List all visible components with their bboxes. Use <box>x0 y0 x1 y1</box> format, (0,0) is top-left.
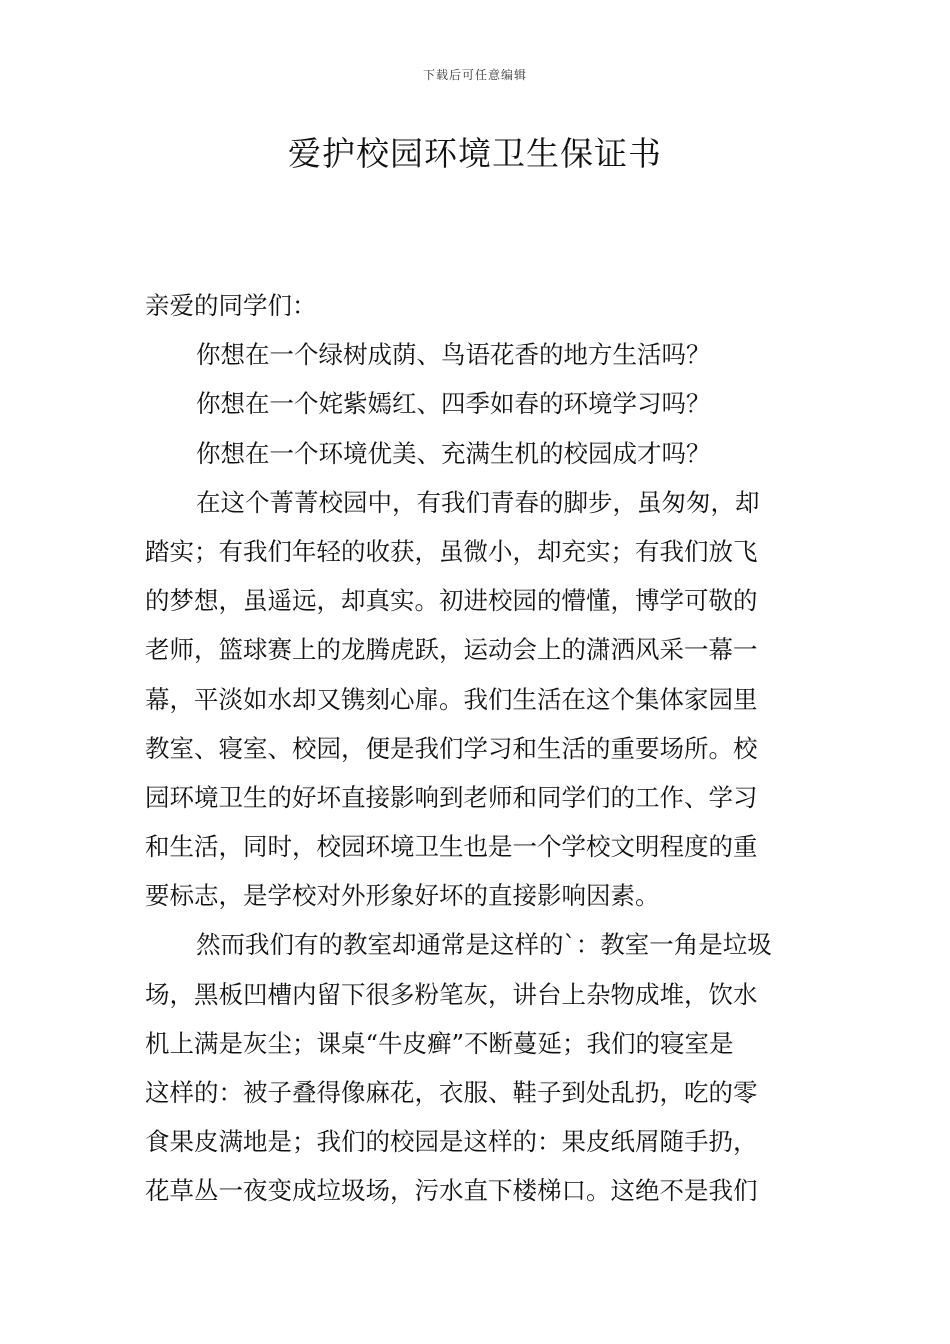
paragraph-line: 要标志，是学校对外形象好坏的直接影响因素。 <box>145 881 660 911</box>
paragraph-line: 幕，平淡如水却又镌刻心扉。我们生活在这个集体家园里 <box>145 684 758 714</box>
paragraph-line: 然而我们有的教室却通常是这样的`：教室一角是垃圾 <box>196 930 772 960</box>
salutation: 亲爱的同学们： <box>145 291 317 320</box>
question-line: 你想在一个环境优美、充满生机的校园成才吗？ <box>196 438 711 468</box>
paragraph-line: 的梦想，虽遥远，却真实。初进校园的懵懂，博学可敬的 <box>145 586 758 616</box>
paragraph-line: 食果皮满地是；我们的校园是这样的：果皮纸屑随手扔， <box>145 1127 758 1157</box>
paragraph-line: 踏实；有我们年轻的收获，虽微小，却充实；有我们放飞 <box>145 536 758 566</box>
document-body <box>145 281 807 1216</box>
paragraph-line: 教室、寝室、校园，便是我们学习和生活的重要场所。校 <box>145 733 758 763</box>
paragraph-line: 这样的：被子叠得像麻花，衣服、鞋子到处乱扔，吃的零 <box>145 1078 758 1107</box>
paragraph-line: 和生活，同时，校园环境卫生也是一个学校文明程度的重 <box>145 832 758 862</box>
header-note: 下载后可任意编辑 <box>422 68 527 82</box>
paragraph-line: 花草丛一夜变成垃圾场，污水直下楼梯口。这绝不是我们 <box>145 1176 758 1206</box>
paragraph-line: 机上满是灰尘；课桌“牛皮癣”不断蔓延；我们的寝室是 <box>145 1028 734 1058</box>
paragraph-line: 场，黑板凹槽内留下很多粉笔灰，讲台上杂物成堆，饮水 <box>145 979 758 1009</box>
question-line: 你想在一个姹紫嫣红、四季如春的环境学习吗？ <box>196 389 711 419</box>
paragraph-line: 在这个菁菁校园中，有我们青春的脚步，虽匆匆，却 <box>196 487 760 517</box>
paragraph-line: 老师，篮球赛上的龙腾虎跃，运动会上的潇洒风采一幕一 <box>145 635 758 665</box>
paragraph-line: 园环境卫生的好坏直接影响到老师和同学们的工作、学习 <box>145 782 758 812</box>
document-title: 爱护校园环境卫生保证书 <box>288 134 662 173</box>
question-line: 你想在一个绿树成荫、鸟语花香的地方生活吗？ <box>196 340 711 370</box>
